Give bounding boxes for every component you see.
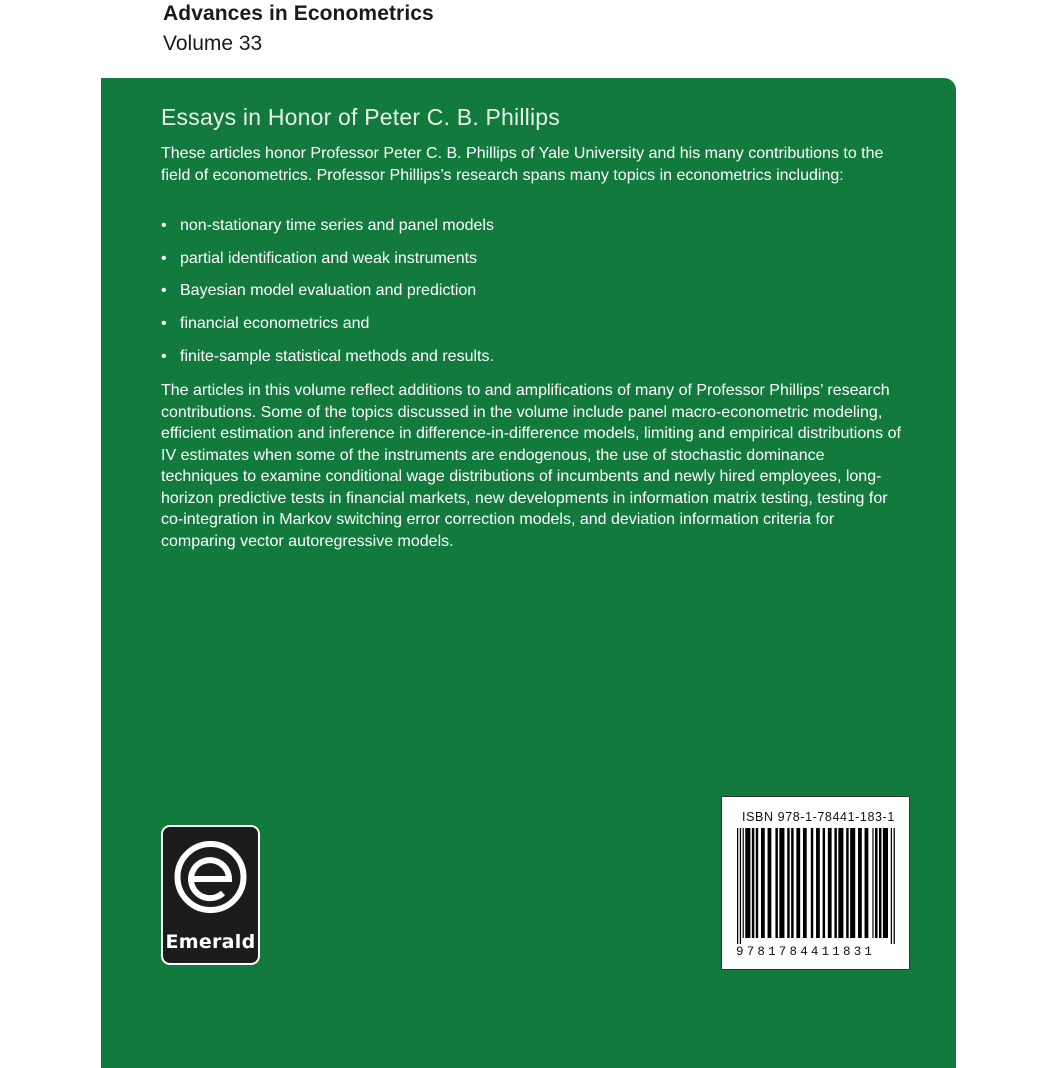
- barcode-bar: [743, 828, 744, 938]
- description-paragraph: The articles in this volume reflect additions to and amplifications of many of Professor Phillips’ research contributions. Some of the topics discussed in the volume include panel macro-econometric modeling, efficient estimation and inference in difference-in-difference models, limiting and empirical distributions of IV estimates when some of the instruments are endogenous, the use of stochastic dominance techniques to examine conditional wage distributions of incumbents and newly hired employees, long-horizon predictive tests in financial markets, new developments in information matrix testing, testing for co-integration in Markov switching error correction models, and deviation information criteria for comparing vector autoregressive models.: [161, 382, 901, 550]
- list-item: • finite-sample statistical methods and results.: [161, 347, 494, 365]
- barcode-bar: [740, 828, 741, 944]
- barcode-bar: [779, 828, 784, 938]
- barcode-bar: [791, 828, 793, 938]
- barcode-icon: [737, 828, 897, 944]
- bullet-icon: •: [161, 217, 167, 234]
- barcode-bar: [775, 828, 777, 938]
- list-item: • financial econometrics and: [161, 315, 370, 333]
- publisher-logo: [161, 825, 260, 965]
- barcode-bar: [838, 828, 843, 938]
- barcode-bar: [796, 828, 800, 938]
- list-item: • non-stationary time series and panel models: [161, 217, 494, 234]
- bullet-icon: •: [161, 347, 167, 365]
- publisher-name: Emerald: [165, 931, 256, 953]
- barcode-bar: [768, 828, 772, 938]
- bullet-icon: •: [161, 282, 167, 300]
- intro-paragraph: These articles honor Professor Peter C. B. Phillips of Yale University and his many contributions to the field of econometrics. Professor Phillips’s research spans many topics in econometrics including:: [161, 145, 884, 184]
- back-cover-panel: [101, 78, 956, 1068]
- book-subtitle: Essays in Honor of Peter C. B. Phillips: [161, 104, 560, 130]
- barcode-bar: [894, 828, 895, 944]
- barcode-bar: [879, 828, 881, 938]
- series-title: Advances in Econometrics: [163, 2, 434, 25]
- list-item: • Bayesian model evaluation and prediction: [161, 282, 477, 300]
- list-item: • partial identification and weak instruments: [161, 249, 478, 267]
- barcode-bar: [875, 828, 877, 938]
- barcode-bar: [761, 828, 765, 938]
- barcode-bar: [872, 828, 873, 938]
- emerald-e-icon: [171, 835, 250, 925]
- isbn-barcode: [721, 796, 910, 970]
- barcode-bar: [745, 828, 750, 938]
- bullet-icon: •: [161, 249, 167, 267]
- barcode-bar: [828, 828, 832, 938]
- bullet-icon: •: [161, 315, 167, 333]
- barcode-digits: 9781784411831: [736, 945, 876, 959]
- barcode-bar: [816, 828, 820, 938]
- series-volume: Volume 33: [163, 32, 263, 55]
- barcode-bar: [787, 828, 789, 938]
- barcode-bar: [883, 828, 888, 938]
- barcode-bar: [865, 828, 869, 938]
- barcode-bar: [811, 828, 813, 938]
- barcode-bar: [846, 828, 848, 938]
- isbn-label: ISBN 978-1-78441-183-1: [742, 810, 895, 824]
- barcode-bar: [858, 828, 862, 938]
- barcode-bar: [891, 828, 892, 944]
- barcode-bar: [823, 828, 825, 938]
- barcode-bar: [834, 828, 836, 938]
- barcode-bar: [803, 828, 807, 938]
- barcode-bar: [752, 828, 754, 938]
- barcode-bar: [737, 828, 738, 944]
- topic-list: [161, 215, 906, 378]
- barcode-bar: [850, 828, 855, 938]
- barcode-bar: [756, 828, 758, 938]
